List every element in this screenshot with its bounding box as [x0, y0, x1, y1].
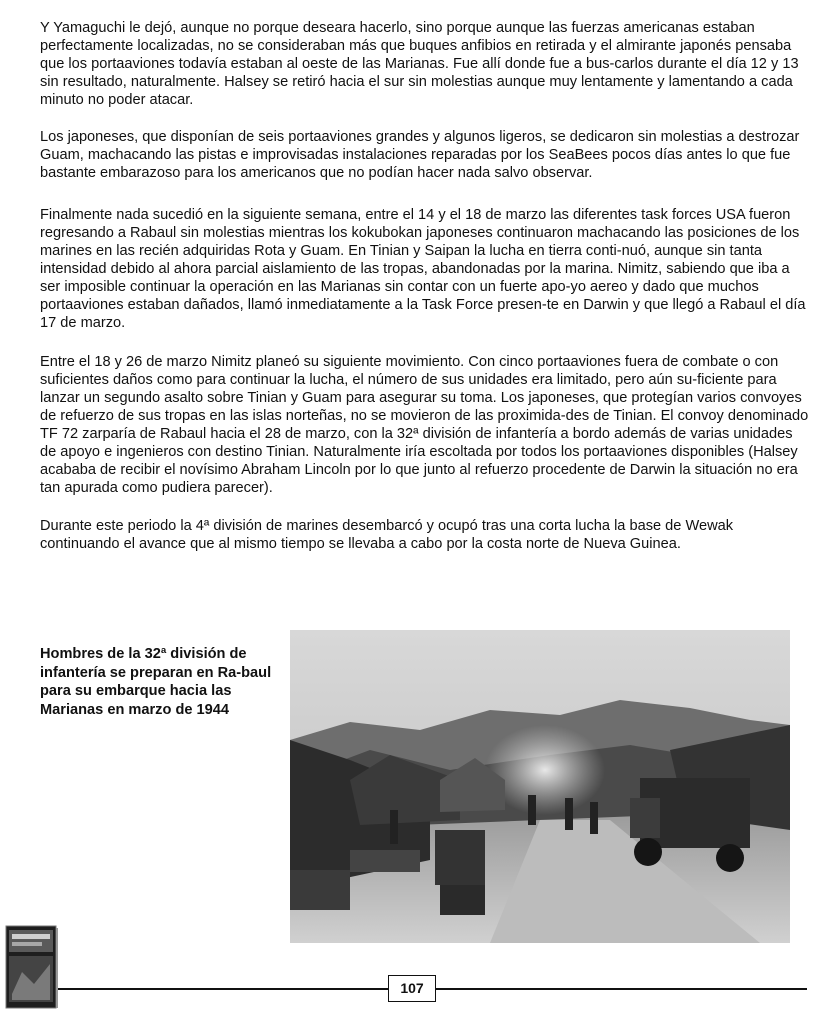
- paragraph-4: Entre el 18 y 26 de marzo Nimitz planeó su siguiente movimiento. Con cinco portaaviones fuera de combate o con suficientes daños como para continuar la lucha, el número de sus unidades era limitado, pero aún su-ficiente para lanzar un segundo asalto sobre Tinian y Guam para asegurar su toma. Los japoneses, que protegían varios convoyes de refuerzo de sus tropas en las islas norteñas, no se movieron de las proximida-des de Tinian. El convoy denominado TF 72 zarparía de Rabaul hacia el 28 de marzo, con la 32ª división de infantería a bordo además de varias unidades de apoyo e ingenieros con destino Tinian. Naturalmente iría escoltada por todos los portaaviones disponibles (Halsey acababa de recibir el novísimo Abraham Lincoln por lo que junto al refuerzo procedente de Darwin la situación no era tan apurada como pudiera parecer).: [40, 354, 809, 496]
- footer-rule-left: [56, 988, 388, 990]
- paragraph-3: Finalmente nada sucedió en la siguiente semana, entre el 14 y el 18 de marzo las diferentes task forces USA fueron regresando a Rabaul sin molestias mientras los kokubokan japoneses continuaron machacando las posiciones de los marines en las recién adquiridas Rota y Guam. En Tinian y Saipan la lucha en tierra conti-nuó, aunque sin tanta intensidad debido al ahora parcial aislamiento de las tropas, abandonadas por la marina. Nimitz, sabiendo que iba a ser imposible continuar la operación en las Marianas sin contar con un fuerte apo-yo aereo y dado que muchos portaaviones estaban dañados, llamó inmediatamente a la Task Force presen-te en Darwin y que llegó a Rabaul el día 17 de marzo.: [40, 207, 806, 331]
- page-number: 107: [388, 975, 436, 1002]
- paragraph-2: Los japoneses, que disponían de seis portaaviones grandes y algunos ligeros, se dedicaron sin molestias a destrozar Guam, machacando las pistas e improvisadas instalaciones reparadas por los SeaBees pocos días antes lo que fue bastante embarazoso para los americanos que no podían hacer nada salvo observar.: [40, 129, 800, 181]
- photo-soldiers-rabaul: [290, 630, 790, 943]
- paragraph-5: Durante este periodo la 4ª división de marines desembarcó y ocupó tras una corta lucha la base de Wewak continuando el avance que al mismo tiempo se llevaba a cabo por la costa norte de Nueva Guinea.: [40, 518, 734, 552]
- photo-caption: Hombres de la 32ª división de infantería se preparan en Ra-baul para su embarque hacia las Marianas en marzo de 1944: [40, 646, 272, 718]
- paragraph-1: Y Yamaguchi le dejó, aunque no porque deseara hacerlo, sino porque aunque las fuerzas americanas estaban perfectamente localizadas, no se consideraban más que buques anfibios en retirada y el almirante japonés pensaba que los portaaviones todavía estaban al oeste de las Marianas. Fue allí donde fue a bus-carlos durante el día 12 y 13 sin resultado, naturalmente. Halsey se retiró hacia el sur sin molestias aunque muy lentamente y lamentando a cada minuto no poder atacar.: [40, 20, 799, 108]
- footer-rule-right: [436, 988, 807, 990]
- war-in-the-pacific-box-cover-icon: [4, 924, 58, 1010]
